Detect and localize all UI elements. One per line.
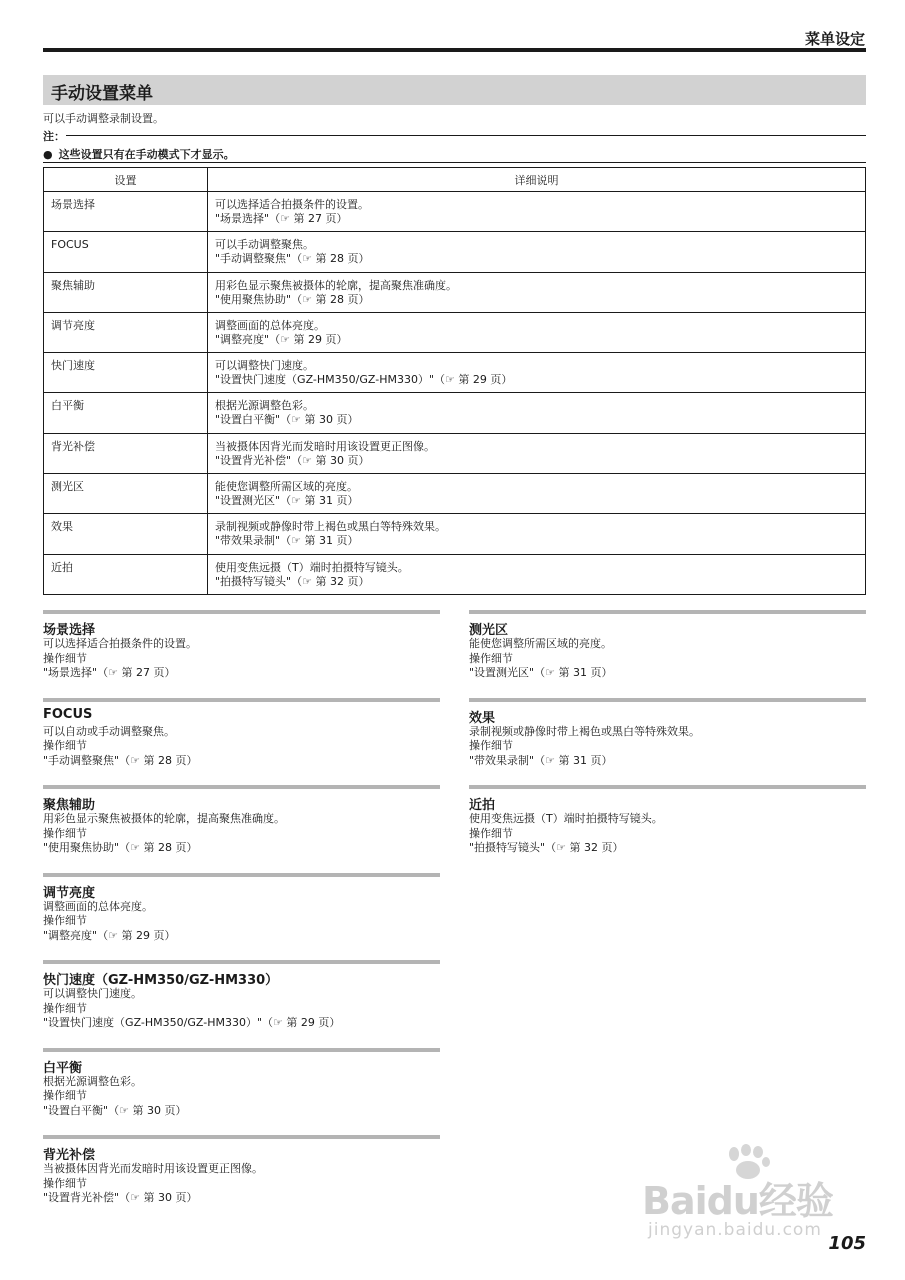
details-right-column: [469, 610, 866, 873]
section-title-bar: [43, 75, 866, 105]
entry-operation-label: 操作细节: [43, 651, 87, 665]
entry-title: 聚焦辅助: [43, 798, 96, 813]
entry-reference-link[interactable]: "设置快门速度（GZ-HM350/GZ-HM330）"（☞ 第 29 页）: [43, 1016, 341, 1029]
entry-divider: [469, 698, 866, 702]
entry-operation-label: 操作细节: [43, 1089, 87, 1102]
description-line: 录制视频或静像时带上褐色或黑白等特殊效果。: [215, 520, 446, 534]
entry-operation-label: 操作细节: [43, 739, 87, 752]
setting-description: [208, 514, 866, 554]
entry-operation-label: 操作细节: [43, 1001, 87, 1015]
details-left-column: [43, 610, 440, 1223]
entry-operation-label: 操作细节: [469, 651, 513, 665]
setting-name: 白平衡: [44, 393, 208, 433]
setting-name: FOCUS: [44, 232, 208, 272]
entry-description: 调整画面的总体亮度。: [43, 899, 153, 913]
table-row: [44, 312, 866, 352]
setting-description: [208, 554, 866, 594]
table-row: [44, 272, 866, 312]
detail-entry: [43, 1135, 440, 1223]
table-row: [44, 393, 866, 433]
note-rule: [66, 135, 866, 136]
entry-description: 可以自动或手动调整聚焦。: [43, 724, 175, 738]
entry-description: 可以选择适合拍摄条件的设置。: [43, 637, 197, 650]
description-line: 可以调整快门速度。: [215, 359, 314, 373]
entry-reference-link[interactable]: "使用聚焦协助"（☞ 第 28 页）: [43, 841, 198, 854]
entry-title: 场景选择: [43, 623, 96, 638]
entry-reference-link[interactable]: "拍摄特写镜头"（☞ 第 32 页）: [469, 841, 624, 854]
entry-divider: [469, 610, 866, 614]
entry-reference-link[interactable]: "场景选择"（☞ 第 27 页）: [43, 666, 176, 679]
entry-operation-label: 操作细节: [43, 826, 87, 840]
settings-table: [43, 167, 866, 595]
description-line: 当被摄体因背光而发暗时用该设置更正图像。: [215, 439, 435, 453]
setting-name: 聚焦辅助: [44, 272, 208, 312]
note-label: 注：: [43, 130, 65, 143]
setting-description: [208, 433, 866, 473]
detail-entry: [469, 698, 866, 786]
entry-title: 效果: [469, 710, 496, 726]
description-line: 用彩色显示聚焦被摄体的轮廓，提高聚焦准确度。: [215, 278, 457, 292]
note: [43, 146, 235, 162]
entry-reference-link[interactable]: "调整亮度"（☞ 第 29 页）: [43, 928, 176, 942]
description-line: 调整画面的总体亮度。: [215, 318, 325, 332]
table-row: [44, 433, 866, 473]
entry-reference-link[interactable]: "带效果录制"（☞ 第 31 页）: [469, 753, 613, 767]
table-row: [44, 192, 866, 232]
section-title: 手动设置菜单: [51, 84, 153, 104]
description-line: 可以手动调整聚焦。: [215, 238, 314, 252]
reference-link[interactable]: "场景选择"（☞ 第 27 页）: [215, 212, 348, 225]
entry-reference-link[interactable]: "设置测光区"（☞ 第 31 页）: [469, 666, 613, 679]
detail-entry: [469, 785, 866, 873]
setting-name: 背光补偿: [44, 433, 208, 473]
setting-description: [208, 192, 866, 232]
entry-title: 调节亮度: [43, 885, 96, 901]
entry-description: 根据光源调整色彩。: [43, 1074, 142, 1088]
detail-entry: [469, 610, 866, 698]
entry-description: 当被摄体因背光而发暗时用该设置更正图像。: [43, 1162, 263, 1175]
description-line: 使用变焦远摄（T）端时拍摄特写镜头。: [215, 560, 409, 574]
reference-link[interactable]: "设置测光区"（☞ 第 31 页）: [215, 494, 359, 508]
entry-description: 用彩色显示聚焦被摄体的轮廓，提高聚焦准确度。: [43, 812, 285, 825]
setting-name: 测光区: [44, 474, 208, 514]
detail-entry: [43, 960, 440, 1048]
page-number: 105: [828, 1233, 866, 1254]
reference-link[interactable]: "使用聚焦协助"（☞ 第 28 页）: [215, 292, 370, 306]
entry-divider: [43, 610, 440, 614]
entry-divider: [43, 960, 440, 964]
entry-operation-label: 操作细节: [469, 739, 513, 752]
detail-entry: [43, 1048, 440, 1136]
reference-link[interactable]: "设置快门速度（GZ-HM350/GZ-HM330）"（☞ 第 29 页）: [215, 373, 513, 387]
table-row: [44, 232, 866, 272]
entry-title: 测光区: [469, 623, 509, 638]
description-line: 能使您调整所需区域的亮度。: [215, 480, 358, 494]
table-body: [44, 192, 866, 595]
reference-link[interactable]: "设置背光补偿"（☞ 第 30 页）: [215, 453, 370, 467]
reference-link[interactable]: "设置白平衡"（☞ 第 30 页）: [215, 413, 359, 427]
entry-divider: [43, 698, 440, 702]
header-rule: [43, 48, 866, 52]
reference-link[interactable]: "调整亮度"（☞ 第 29 页）: [215, 332, 348, 346]
entry-title: FOCUS: [43, 706, 93, 722]
setting-description: [208, 353, 866, 393]
entry-operation-label: 操作细节: [469, 826, 513, 840]
entry-description: 录制视频或静像时带上褐色或黑白等特殊效果。: [469, 724, 700, 738]
detail-entry: [43, 785, 440, 873]
detail-entry: [43, 610, 440, 698]
entry-title: 快门速度（GZ-HM350/GZ-HM330）: [43, 973, 279, 988]
table-row: [44, 514, 866, 554]
setting-name: 调节亮度: [44, 312, 208, 352]
setting-name: 效果: [44, 514, 208, 554]
entry-reference-link[interactable]: "设置背光补偿"（☞ 第 30 页）: [43, 1191, 198, 1204]
reference-link[interactable]: "手动调整聚焦"（☞ 第 28 页）: [215, 252, 370, 266]
description-line: 可以选择适合拍摄条件的设置。: [215, 198, 369, 211]
setting-name: 快门速度: [44, 353, 208, 393]
entry-reference-link[interactable]: "设置白平衡"（☞ 第 30 页）: [43, 1103, 187, 1117]
table-header-row: [44, 168, 866, 192]
entry-divider: [43, 785, 440, 789]
detail-entry: [43, 698, 440, 786]
entry-title: 近拍: [469, 798, 496, 813]
setting-description: [208, 232, 866, 272]
table-header-setting: 设置: [44, 168, 208, 192]
watermark-url: jingyan.baidu.com: [648, 1220, 822, 1240]
setting-description: [208, 474, 866, 514]
table-row: [44, 554, 866, 594]
entry-operation-label: 操作细节: [43, 1176, 87, 1190]
page-header-title: 菜单设定: [804, 30, 865, 48]
entry-description: 使用变焦远摄（T）端时拍摄特写镜头。: [469, 812, 663, 825]
reference-link[interactable]: "带效果录制"（☞ 第 31 页）: [215, 534, 359, 548]
bullet-icon: ●: [43, 148, 53, 161]
setting-description: [208, 312, 866, 352]
entry-description: 可以调整快门速度。: [43, 987, 142, 1000]
description-line: 根据光源调整色彩。: [215, 399, 314, 413]
setting-description: [208, 393, 866, 433]
entry-title: 白平衡: [43, 1060, 83, 1076]
reference-link[interactable]: "拍摄特写镜头"（☞ 第 32 页）: [215, 574, 370, 588]
section-intro: 可以手动调整录制设置。: [43, 112, 164, 125]
entry-reference-link[interactable]: "手动调整聚焦"（☞ 第 28 页）: [43, 753, 198, 767]
entry-divider: [43, 1048, 440, 1052]
note-text: 这些设置只有在手动模式下才显示。: [58, 148, 235, 161]
table-row: [44, 353, 866, 393]
note-bottom-rule: [43, 162, 866, 163]
watermark-brand: Baidu经验: [642, 1179, 833, 1223]
setting-name: 近拍: [44, 554, 208, 594]
entry-operation-label: 操作细节: [43, 914, 87, 927]
entry-divider: [43, 1135, 440, 1139]
entry-divider: [469, 785, 866, 789]
setting-name: 场景选择: [44, 192, 208, 232]
table-header-description: 详细说明: [208, 168, 866, 192]
table-row: [44, 474, 866, 514]
entry-description: 能使您调整所需区域的亮度。: [469, 637, 612, 650]
entry-title: 背光补偿: [43, 1148, 96, 1163]
setting-description: [208, 272, 866, 312]
entry-divider: [43, 873, 440, 877]
detail-entry: [43, 873, 440, 961]
